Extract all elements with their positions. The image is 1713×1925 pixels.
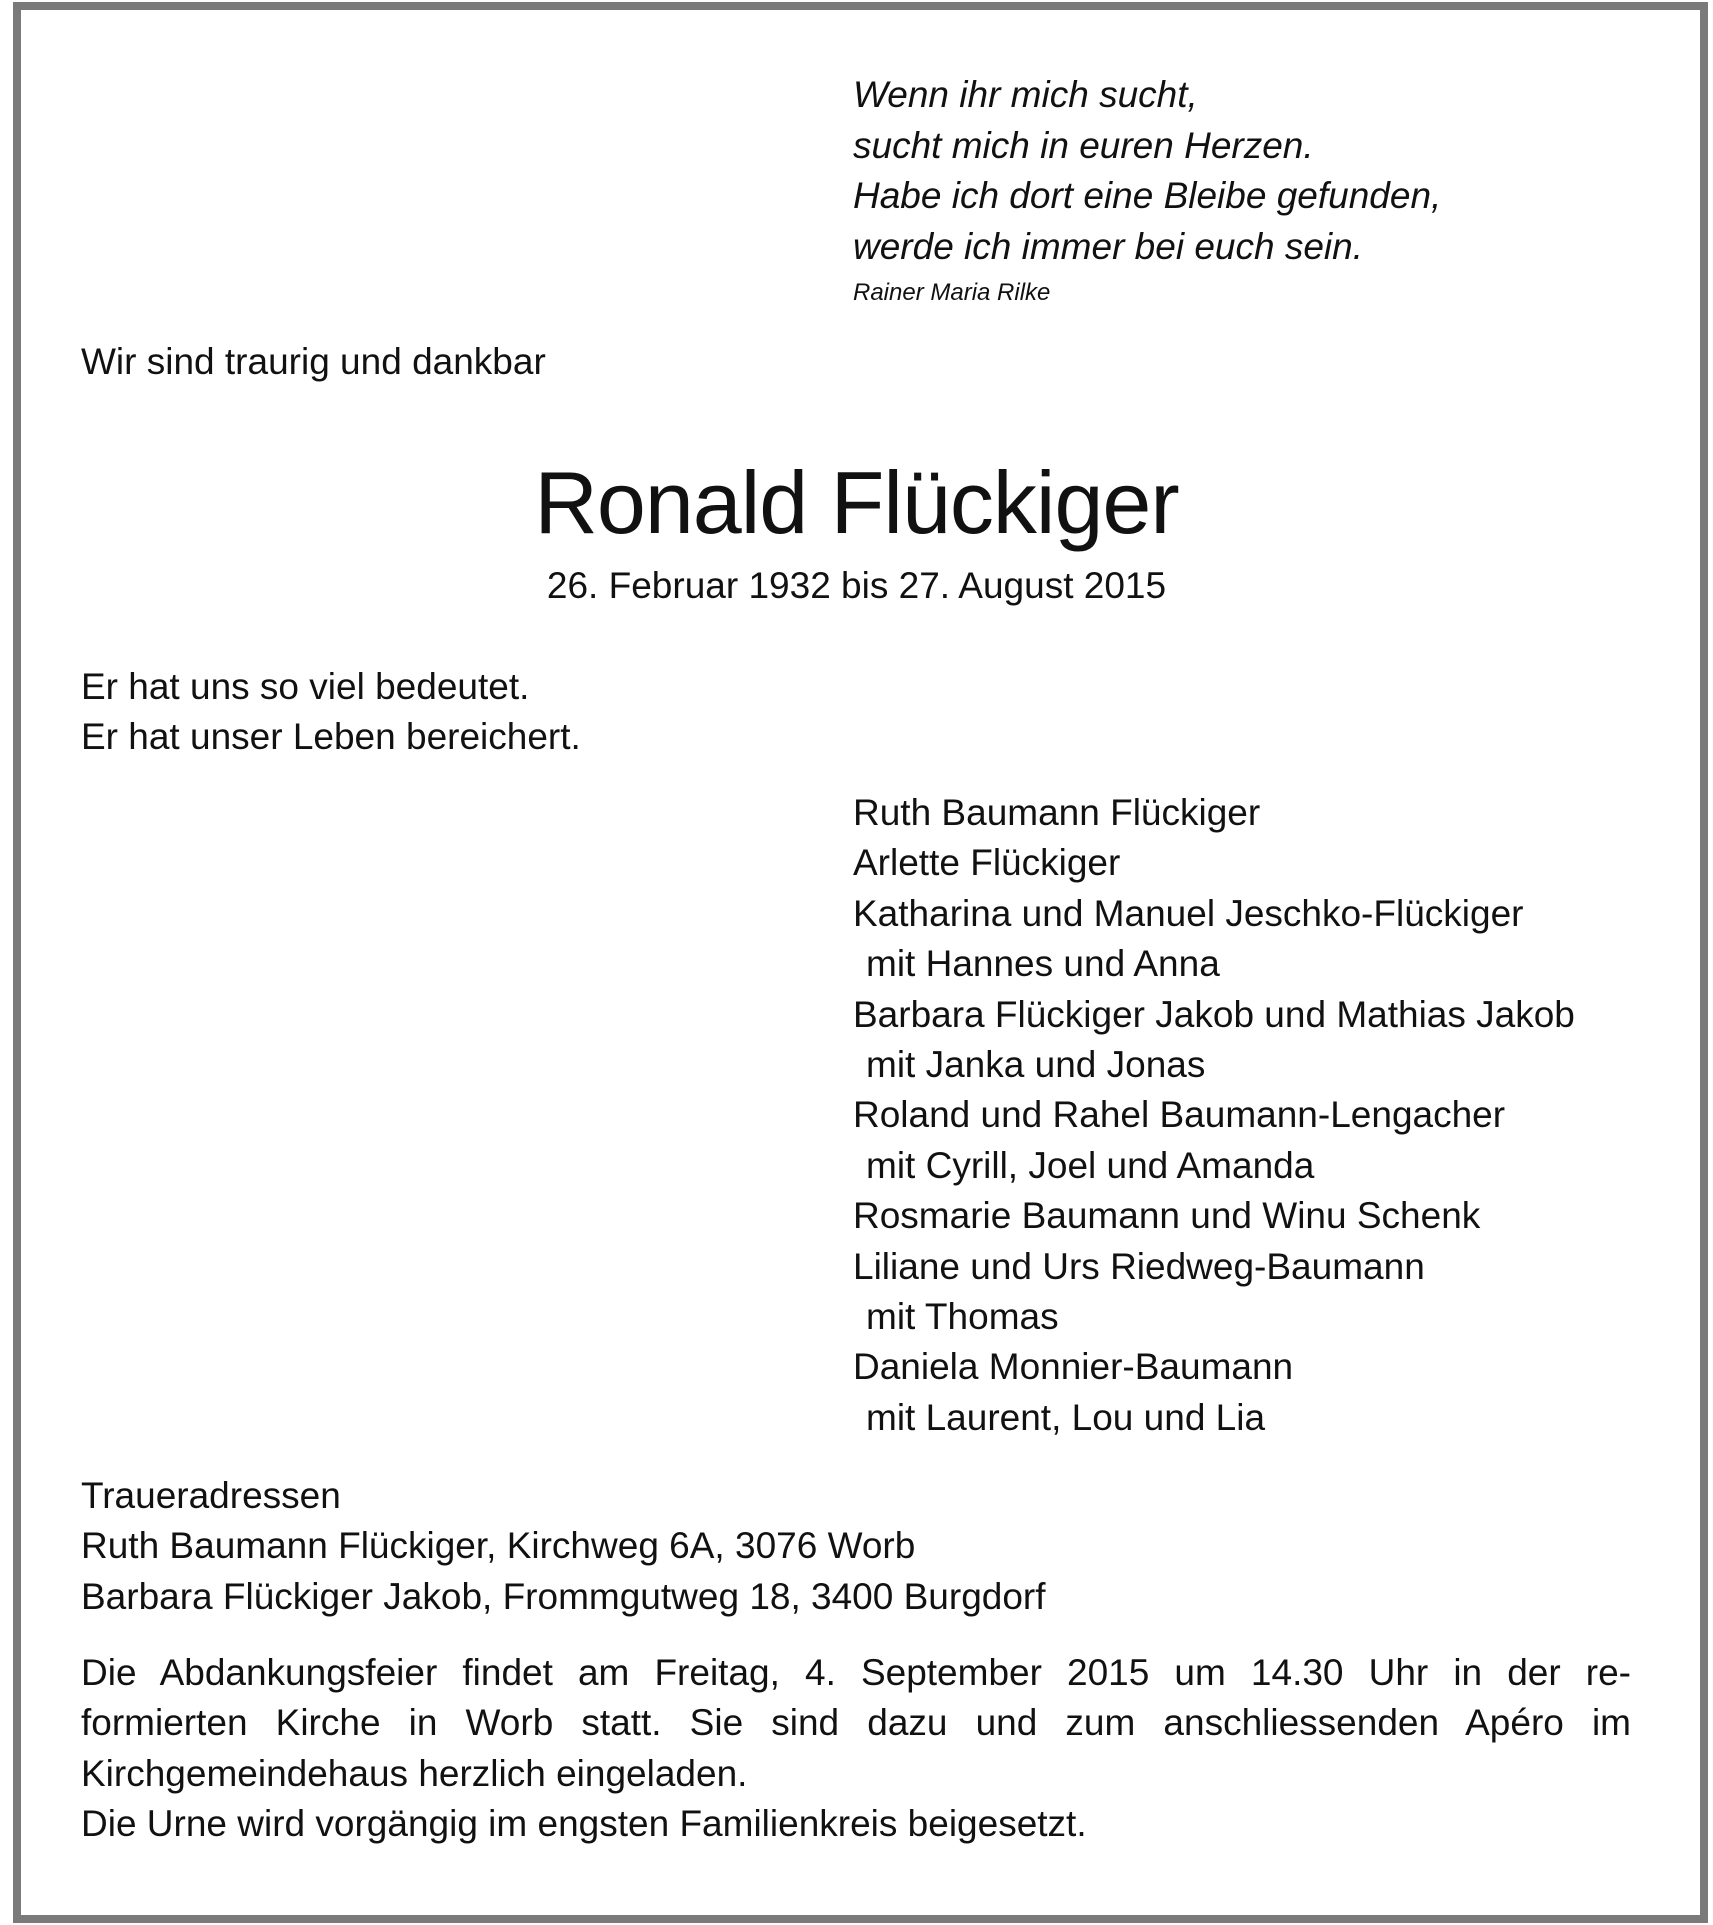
- notice-line: formierten Kirche in Worb statt. Sie sind dazu und zum anschliessenden Apéro im: [81, 1702, 1631, 1744]
- tribute-line: Er hat uns so viel bedeutet.: [81, 666, 530, 707]
- tribute-line: Er hat unser Leben bereichert.: [81, 716, 581, 758]
- notice-line: Die Abdankungsfeier findet am Freitag, 4. September 2015 um 14.30 Uhr in der re-: [81, 1652, 1631, 1693]
- address-line: Ruth Baumann Flückiger, Kirchweg 6A, 3076 Worb: [81, 1525, 916, 1567]
- notice-line: Die Urne wird vorgängig im engsten Familienkreis beigesetzt.: [81, 1803, 1087, 1845]
- family-member: Arlette Flückiger: [853, 842, 1121, 884]
- tribute: [81, 662, 581, 763]
- mourning-addresses: [81, 1471, 1046, 1622]
- quote-author: Rainer Maria Rilke: [853, 279, 1051, 306]
- family-member: Daniela Monnier-Baumann: [853, 1346, 1294, 1388]
- life-dates: 26. Februar 1932 bis 27. August 2015: [546, 565, 1167, 606]
- quote-line: werde ich immer bei euch sein.: [853, 225, 1363, 267]
- family-children: mit Hannes und Anna: [866, 943, 1220, 985]
- ceremony-notice: [81, 1648, 1631, 1850]
- addresses-heading: Traueradressen: [81, 1475, 341, 1516]
- quote-line: Wenn ihr mich sucht,: [853, 74, 1198, 115]
- quote-line: sucht mich in euren Herzen.: [853, 124, 1314, 166]
- family-member: Ruth Baumann Flückiger: [853, 792, 1261, 833]
- family-children: mit Janka und Jonas: [866, 1044, 1206, 1086]
- notice-line: Kirchgemeindehaus herzlich eingeladen.: [81, 1752, 748, 1794]
- family-children: mit Thomas: [866, 1296, 1059, 1338]
- quote-line: Habe ich dort eine Bleibe gefunden,: [853, 175, 1442, 216]
- family-member: Liliane und Urs Riedweg-Baumann: [853, 1245, 1425, 1287]
- address-line: Barbara Flückiger Jakob, Frommgutweg 18, 3400 Burgdorf: [81, 1575, 1046, 1617]
- family-children: mit Laurent, Lou und Lia: [866, 1396, 1266, 1438]
- family-member: Katharina und Manuel Jeschko-Flückiger: [853, 892, 1524, 934]
- deceased-name: Ronald Flückiger: [534, 453, 1179, 552]
- quote: [853, 70, 1441, 272]
- family-list: [853, 788, 1575, 1443]
- family-member: Rosmarie Baumann und Winu Schenk: [853, 1195, 1481, 1237]
- family-children: mit Cyrill, Joel und Amanda: [866, 1144, 1315, 1186]
- family-member: Barbara Flückiger Jakob und Mathias Jakob: [853, 993, 1575, 1035]
- intro-text: Wir sind traurig und dankbar: [81, 341, 546, 382]
- family-member: Roland und Rahel Baumann-Lengacher: [853, 1094, 1506, 1136]
